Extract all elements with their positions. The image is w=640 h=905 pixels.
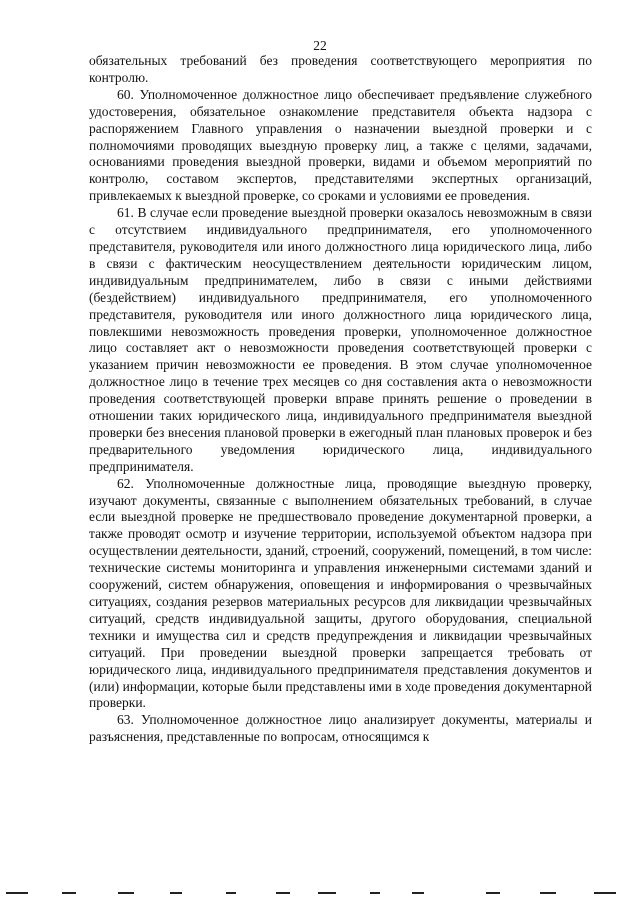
scan-mark: [118, 892, 134, 894]
scan-mark: [370, 892, 380, 894]
scan-mark: [226, 892, 236, 894]
scan-mark: [276, 892, 290, 894]
paragraph-continuation: обязательных требований без проведения соответствующего мероприятия по контролю.: [89, 53, 592, 85]
scan-mark: [412, 892, 424, 894]
scan-mark: [170, 892, 182, 894]
scan-mark: [318, 892, 336, 894]
scan-mark: [62, 892, 76, 894]
body-text: [89, 53, 592, 746]
paragraph-62: 62. Уполномоченные должностные лица, проводящие выездную проверку, изучают документы, связанные с выполнением обязательных требований, в случае если выездной проверке не предшествовало проведение документарной проверки, а также проводят осмотр и изучение территории, используемой объектом надзора при осуществлении деятельности, зданий, строений, сооружений, помещений, в том числе: технические системы мониторинга и управления инженерными системами зданий и сооружений, систем обнаружения, оповещения и информирования о чрезвычайных ситуациях, создания резервов материальных ресурсов для ликвидации чрезвычайных ситуаций, средств индивидуальной защиты, другого оборудования, специальной техники и имущества сил и средств предупреждения и ликвидации чрезвычайных ситуаций. При проведении выездной проверки запрещается требовать от юридического лица, индивидуального предпринимателя представления документов и (или) информации, которые были представлены ими в ходе проведения документарной проверки.: [89, 475, 592, 711]
scan-mark: [486, 892, 500, 894]
paragraph-63: 63. Уполномоченное должностное лицо анализирует документы, материалы и разъяснения, представленные по вопросам, относящимся к: [89, 712, 592, 745]
paragraph-60: 60. Уполномоченное должностное лицо обеспечивает предъявление служебного удостоверения, обязательное ознакомление представителя объекта надзора с распоряжением Главного управления о назначении выездной проверки и с полномочиями проводящих выездную проверку лиц, а также с целями, задачами, основаниями проведения выездной проверки, видами и объемом мероприятий по контролю, составом экспертов, представителями экспертных организаций, привлекаемых к выездной проверке, со сроками и условиями ее проведения.: [89, 86, 592, 204]
paragraph-61: 61. В случае если проведение выездной проверки оказалось невозможным в связи с отсутствием индивидуального предпринимателя, его уполномоченного представителя, руководителя или иного должностного лица юридического лица, либо в связи с фактическим неосуществлением деятельности юридическим лицом, индивидуальным предпринимателем, либо в связи с иными действиями (бездействием) индивидуального предпринимателя, его уполномоченного представителя, руководителя или иного должностного лица юридического лица, повлекшими невозможность проведения проверки, уполномоченное должностное лицо составляет акт о невозможности проведения соответствующей проверки с указанием причин невозможности ее проведения. В этом случае уполномоченное должностное лицо в течение трех месяцев со дня составления акта о невозможности проведения соответствующей проверки вправе принять решение о проведении в отношении таких юридического лица, индивидуального предпринимателя выездной проверки без внесения плановой проверки в ежегодный план плановых проверок и без предварительного уведомления юридического лица, индивидуального предпринимателя.: [89, 205, 592, 474]
scan-mark: [540, 892, 556, 894]
scan-mark: [594, 892, 616, 894]
scan-edge-marks: [0, 892, 640, 898]
page-number: 22: [313, 38, 327, 53]
scan-mark: [6, 892, 28, 894]
